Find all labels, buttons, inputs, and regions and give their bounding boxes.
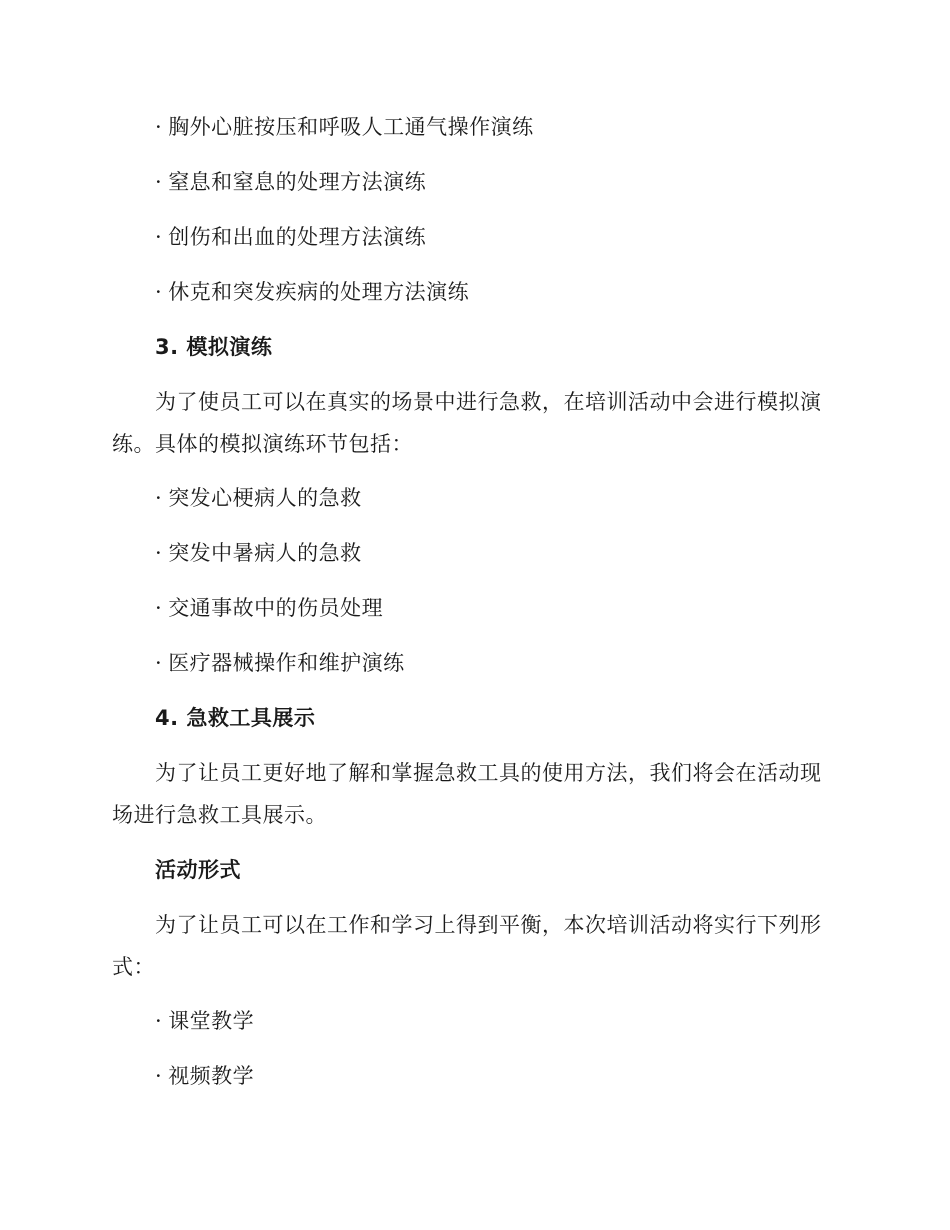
list-item-text: 窒息和窒息的处理方法演练 — [168, 170, 427, 194]
list-item — [155, 593, 383, 623]
bullet-dot: · — [155, 1009, 163, 1033]
section-heading: 活动形式 — [155, 858, 241, 882]
list-item — [155, 648, 405, 678]
paragraph-line: 为了使员工可以在真实的场景中进行急救，在培训活动中会进行模拟演 — [155, 390, 822, 414]
paragraph-line: 为了让员工可以在工作和学习上得到平衡，本次培训活动将实行下列形 — [155, 913, 822, 937]
list-item-text: 交通事故中的伤员处理 — [168, 596, 384, 620]
paragraph-line: 场进行急救工具展示。 — [112, 803, 327, 827]
section-heading: 3. 模拟演练 — [155, 335, 273, 359]
bullet-dot: · — [155, 1064, 163, 1088]
bullet-dot: · — [155, 541, 163, 565]
bullet-dot: · — [155, 170, 163, 194]
bullet-dot: · — [155, 280, 163, 304]
list-item — [155, 483, 362, 513]
list-item — [155, 1061, 254, 1091]
paragraph-line: 为了让员工更好地了解和掌握急救工具的使用方法，我们将会在活动现 — [155, 761, 822, 785]
paragraph-line: 练。具体的模拟演练环节包括： — [112, 432, 413, 456]
list-item-text: 突发心梗病人的急救 — [168, 486, 362, 510]
list-item-text: 创伤和出血的处理方法演练 — [168, 225, 427, 249]
list-item — [155, 167, 426, 197]
list-item-text: 休克和突发疾病的处理方法演练 — [168, 280, 470, 304]
bullet-dot: · — [155, 115, 163, 139]
list-item-text: 突发中暑病人的急救 — [168, 541, 362, 565]
bullet-dot: · — [155, 486, 163, 510]
list-item — [155, 538, 362, 568]
list-item — [155, 277, 469, 307]
list-item — [155, 112, 534, 142]
list-item — [155, 1006, 254, 1036]
list-item-text: 课堂教学 — [168, 1009, 255, 1033]
bullet-dot: · — [155, 651, 163, 675]
list-item — [155, 222, 426, 252]
list-item-text: 医疗器械操作和维护演练 — [168, 651, 405, 675]
bullet-dot: · — [155, 596, 163, 620]
paragraph-line: 式： — [112, 955, 155, 979]
list-item-text: 视频教学 — [168, 1064, 255, 1088]
bullet-dot: · — [155, 225, 163, 249]
section-heading: 4. 急救工具展示 — [155, 706, 316, 730]
list-item-text: 胸外心脏按压和呼吸人工通气操作演练 — [168, 115, 534, 139]
